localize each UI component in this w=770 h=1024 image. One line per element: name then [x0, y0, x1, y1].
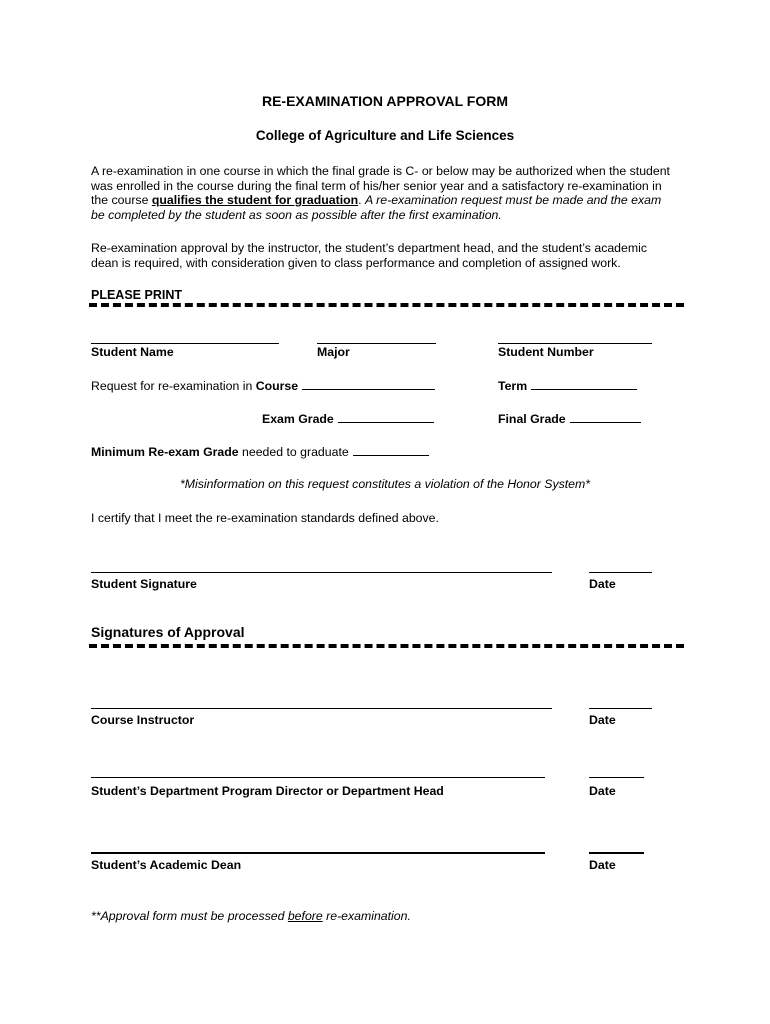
intro-italic: A re-examination request must be made and the exam be completed by the student as soon as possible after the first examination. [91, 193, 662, 222]
instructor-signature-line[interactable] [91, 708, 552, 709]
intro-text-2: . [358, 193, 366, 208]
term-label: Term [498, 379, 528, 393]
dashed-divider [89, 303, 684, 307]
min-grade-group [91, 444, 429, 459]
intro-text-1: A re-examination in one course in which the final grade is C- or below may be authorized when the student was enrolled in the course during the final term of his/her senior year and a satisfactory re-examination in the course [91, 164, 670, 208]
major-line[interactable] [317, 343, 436, 344]
dashed-divider-2 [89, 644, 684, 648]
instructor-date-label: Date [589, 713, 616, 727]
student-number-line[interactable] [498, 343, 652, 344]
form-title: RE-EXAMINATION APPROVAL FORM [261, 93, 509, 109]
student-number-label: Student Number [498, 345, 594, 359]
footer-note [91, 909, 411, 923]
course-label: Course [255, 379, 299, 393]
dept-head-signature-line[interactable] [91, 777, 545, 778]
min-grade-suffix: needed to graduate [238, 445, 349, 459]
min-grade-label: Minimum Re-exam Grade [91, 445, 239, 459]
signatures-heading: Signatures of Approval [91, 624, 245, 640]
footer-emphasis: before [287, 909, 323, 923]
college-subtitle: College of Agriculture and Life Sciences [255, 128, 515, 143]
course-instructor-label: Course Instructor [91, 713, 195, 727]
student-name-label: Student Name [91, 345, 174, 359]
request-prefix: Request for re-examination in [91, 379, 256, 393]
student-signature-line[interactable] [91, 572, 552, 573]
dept-head-date-label: Date [589, 784, 616, 798]
student-date-label: Date [589, 577, 616, 591]
final-grade-label: Final Grade [498, 412, 566, 426]
footer-text-2: re-examination. [322, 909, 411, 923]
intro-emphasis: qualifies the student for graduation [151, 193, 359, 208]
exam-grade-field[interactable] [338, 411, 434, 423]
dean-date-line[interactable] [589, 852, 644, 854]
course-field[interactable] [302, 378, 435, 390]
term-label-group [498, 378, 637, 393]
instructor-date-line[interactable] [589, 708, 652, 709]
dean-date-label: Date [589, 858, 616, 872]
student-date-line[interactable] [589, 572, 652, 573]
exam-grade-label: Exam Grade [262, 412, 334, 426]
term-field[interactable] [531, 378, 637, 390]
certify-statement: I certify that I meet the re-examination standards defined above. [91, 511, 439, 525]
honor-system-notice: *Misinformation on this request constitutes a violation of the Honor System* [179, 477, 591, 491]
major-label: Major [317, 345, 350, 359]
approval-paragraph: Re-examination approval by the instructor, the student’s department head, and the student’s academic dean is required, with consideration given to class performance and completion of assigned work. [91, 241, 647, 270]
exam-grade-group [262, 411, 434, 426]
academic-dean-label: Student’s Academic Dean [91, 858, 242, 872]
request-course-label [91, 378, 435, 393]
dept-head-label: Student’s Department Program Director or Department Head [91, 784, 444, 798]
student-name-line[interactable] [91, 343, 279, 344]
final-grade-group [498, 411, 641, 426]
min-grade-field[interactable] [353, 444, 429, 456]
final-grade-field[interactable] [570, 411, 641, 423]
student-signature-label: Student Signature [91, 577, 197, 591]
footer-text-1: **Approval form must be processed [91, 909, 288, 923]
please-print-heading: PLEASE PRINT [91, 288, 182, 302]
intro-paragraph [91, 164, 671, 222]
dept-head-date-line[interactable] [589, 777, 644, 778]
dean-signature-line[interactable] [91, 852, 545, 854]
